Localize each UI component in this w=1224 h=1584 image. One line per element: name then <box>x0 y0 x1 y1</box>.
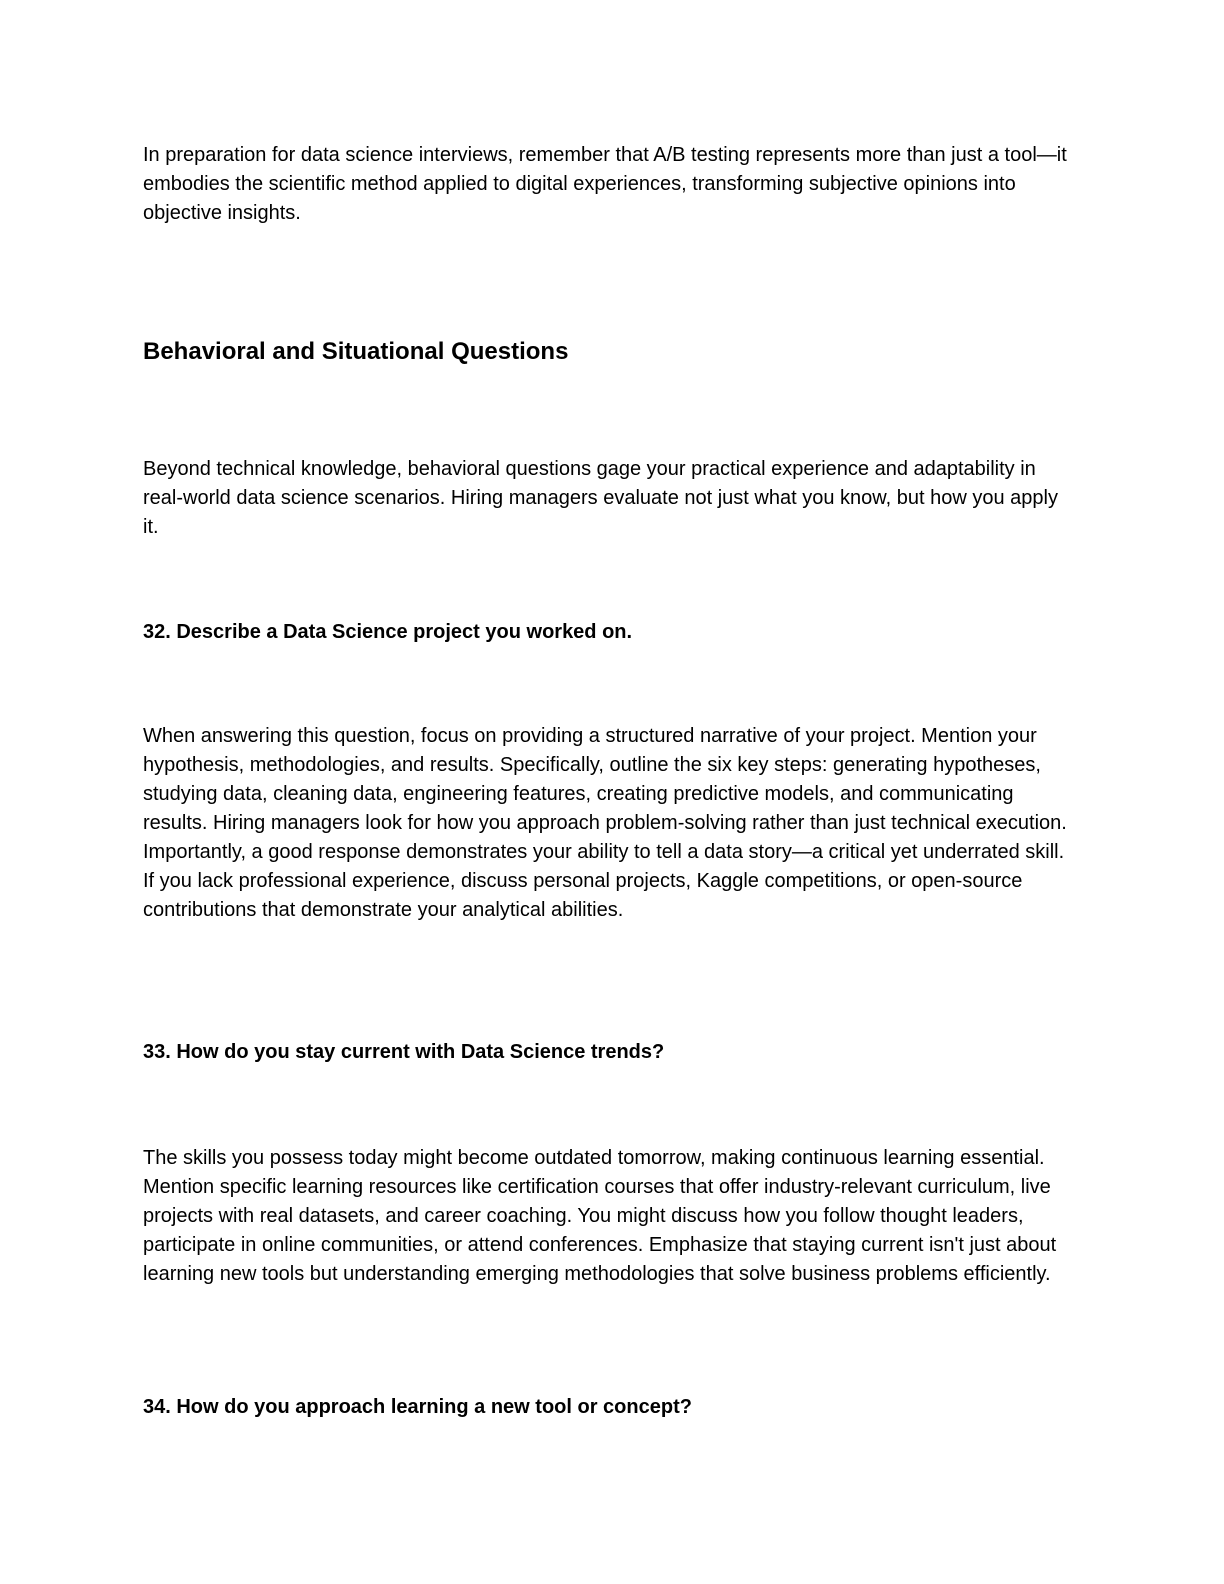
question-32-heading: 32. Describe a Data Science project you worked on. <box>143 621 633 643</box>
intro-paragraph: In preparation for data science interviews, remember that A/B testing represents more than just a tool—it embodies the scientific method applied to digital experiences, transforming subjective opinions into objective insights. <box>143 144 1067 224</box>
section-intro-paragraph: Beyond technical knowledge, behavioral questions gage your practical experience and adaptability in real-world data science scenarios. Hiring managers evaluate not just what you know, but how you apply it. <box>143 458 1058 538</box>
section-heading: Behavioral and Situational Questions <box>143 338 569 365</box>
question-34-heading: 34. How do you approach learning a new tool or concept? <box>143 1396 692 1418</box>
question-32-answer: When answering this question, focus on providing a structured narrative of your project. Mention your hypothesis, methodologies, and results. Specifically, outline the six key steps: generating hypotheses, studying data, cleaning data, engineering features, creating predictive models, and communicating results. Hiring managers look for how you approach problem-solving rather than just technical execution. Importantly, a good response demonstrates your ability to tell a data story—a critical yet underrated skill. If you lack professional experience, discuss personal projects, Kaggle competitions, or open-source contributions that demonstrate your analytical abilities. <box>143 725 1067 921</box>
question-33-answer: The skills you possess today might become outdated tomorrow, making continuous learning essential. Mention specific learning resources like certification courses that offer industry-relevant curriculum, live projects with real datasets, and career coaching. You might discuss how you follow thought leaders, participate in online communities, or attend conferences. Emphasize that staying current isn't just about learning new tools but understanding emerging methodologies that solve business problems efficiently. <box>143 1147 1057 1285</box>
question-33-heading: 33. How do you stay current with Data Science trends? <box>143 1041 665 1063</box>
